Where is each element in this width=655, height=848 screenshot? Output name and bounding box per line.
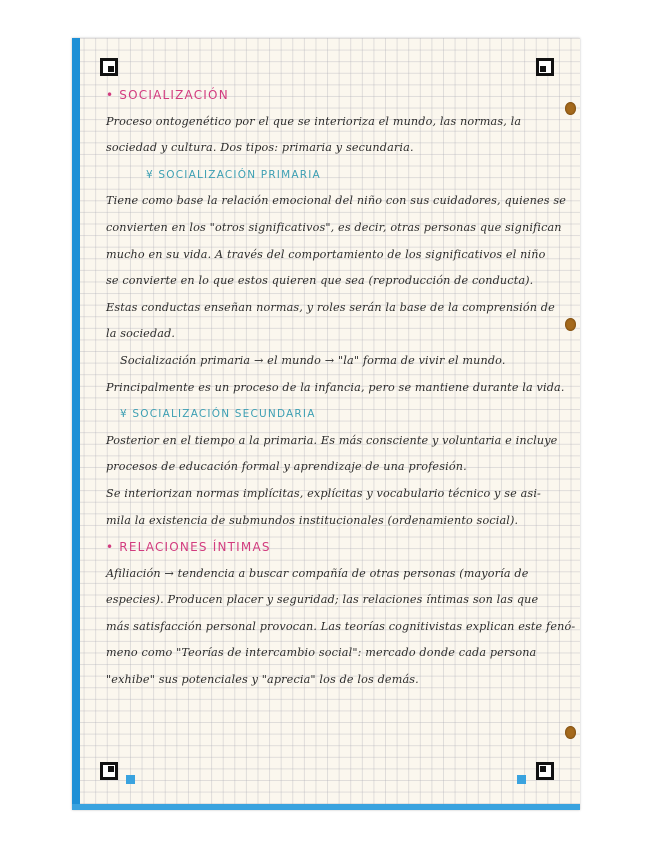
heading-relaciones-intimas: • RELACIONES ÍNTIMAS <box>106 540 271 555</box>
binder-hole <box>565 102 576 115</box>
note-line: Se interiorizan normas implícitas, explícitas y vocabulario técnico y se asi- <box>106 486 541 500</box>
note-line: convierten en los "otros significativos", es decir, otras personas que significan <box>106 220 562 234</box>
note-line: mucho en su vida. A través del comportamiento de los significativos el niño <box>106 247 546 261</box>
note-line: sociedad y cultura. Dos tipos: primaria y secundaria. <box>106 141 414 155</box>
note-line: Proceso ontogenético por el que se interioriza el mundo, las normas, la <box>106 114 522 128</box>
binder-hole <box>565 726 576 739</box>
heading-socializacion-primaria: ¥ SOCIALIZACIÓN PRIMARIA <box>146 168 321 181</box>
note-line: Afiliación → tendencia a buscar compañía de otras personas (mayoría de <box>106 566 529 580</box>
heading-socializacion-secundaria: ¥ SOCIALIZACIÓN SECUNDARIA <box>120 408 316 421</box>
note-line: mila la existencia de submundos institucionales (ordenamiento social). <box>106 513 519 527</box>
handwritten-notes <box>106 82 576 694</box>
note-line: "exhibe" sus potenciales y "aprecia" los de los demás. <box>106 673 419 687</box>
blue-square-mark <box>126 775 135 784</box>
corner-marker-icon <box>536 58 554 76</box>
note-line: procesos de educación formal y aprendizaje de una profesión. <box>106 460 467 474</box>
note-line: la sociedad. <box>106 327 176 341</box>
binder-hole <box>565 318 576 331</box>
blue-bottom-strip <box>72 804 580 810</box>
note-line: especies). Producen placer y seguridad; las relaciones íntimas son las que <box>106 593 539 607</box>
corner-marker-icon <box>100 762 118 780</box>
note-line: Tiene como base la relación emocional del niño con sus cuidadores, quienes se <box>106 194 567 208</box>
corner-marker-icon <box>100 58 118 76</box>
note-line: más satisfacción personal provocan. Las teorías cognitivistas explican este fenó- <box>106 619 576 633</box>
blue-square-mark <box>517 775 526 784</box>
note-line: meno como "Teorías de intercambio social": mercado donde cada persona <box>106 646 537 660</box>
note-line: Posterior en el tiempo a la primaria. Es más consciente y voluntaria e incluye <box>106 433 558 447</box>
blue-margin-strip <box>72 38 80 810</box>
note-line: se convierte en lo que estos quieren que sea (reproducción de conducta). <box>106 274 534 288</box>
note-line: Estas conductas enseñan normas, y roles serán la base de la comprensión de <box>106 300 555 314</box>
note-line: Socialización primaria → el mundo → "la" forma de vivir el mundo. <box>120 353 506 367</box>
notebook-page <box>72 38 580 810</box>
corner-marker-icon <box>536 762 554 780</box>
note-line: Principalmente es un proceso de la infancia, pero se mantiene durante la vida. <box>106 380 565 394</box>
heading-socializacion: • SOCIALIZACIÓN <box>106 88 229 102</box>
